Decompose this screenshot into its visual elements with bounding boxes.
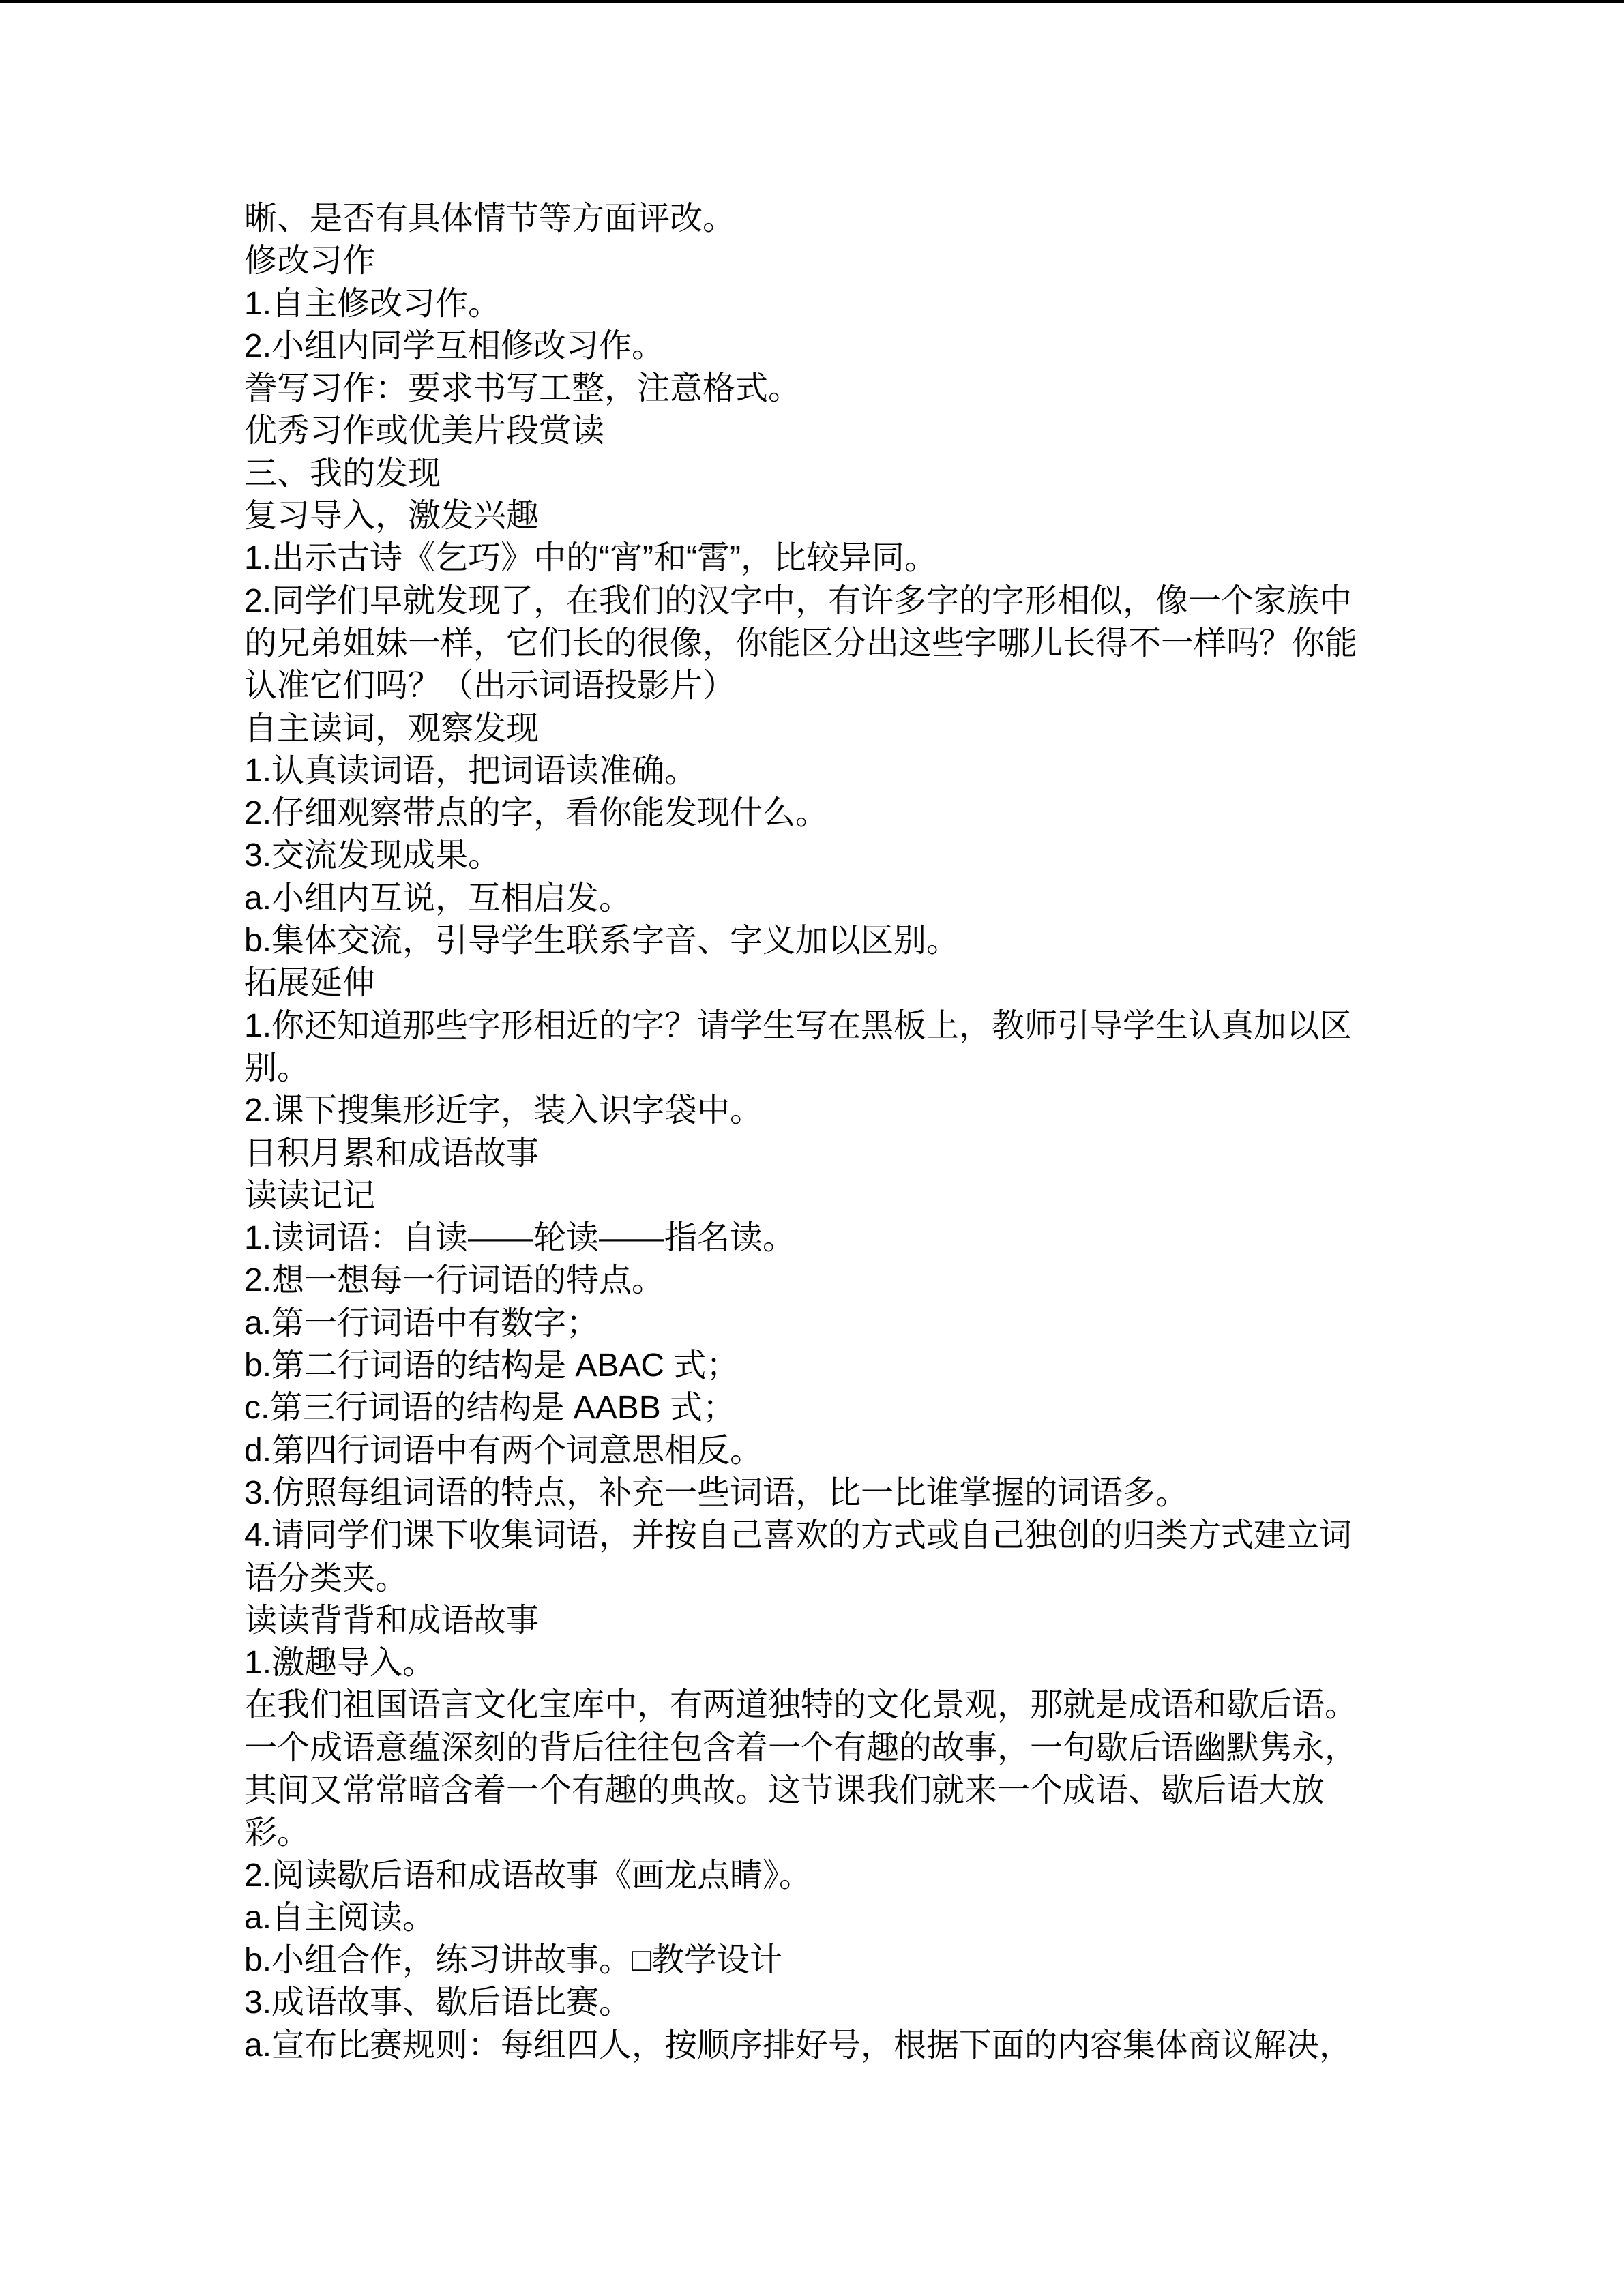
- text-line: 3.交流发现成果。: [244, 837, 501, 874]
- text-line: 2.课下搜集形近字，装入识字袋中。: [244, 1092, 763, 1129]
- text-line: 其间又常常暗含着一个有趣的典故。这节课我们就来一个成语、歇后语大放: [244, 1772, 1325, 1808]
- text-line: 1.你还知道那些字形相近的字？请学生写在黑板上，教师引导学生认真加以区: [244, 1007, 1353, 1044]
- text-line: 别。: [244, 1049, 310, 1086]
- text-line: 复习导入，激发兴趣: [244, 498, 540, 535]
- text-line: 2.同学们早就发现了，在我们的汉字中，有许多字的字形相似，像一个家族中: [244, 582, 1353, 619]
- text-line: b.集体交流，引导学生联系字音、字义加以区别。: [244, 923, 960, 959]
- text-line: 语分类夹。: [244, 1560, 409, 1596]
- text-line: 3.成语故事、歇后语比赛。: [244, 1984, 632, 2021]
- text-line: 2.阅读歇后语和成语故事《画龙点睛》。: [244, 1857, 812, 1894]
- text-line: d.第四行词语中有两个词意思相反。: [244, 1432, 763, 1469]
- text-line: 誊写习作：要求书写工整，注意格式。: [244, 370, 801, 407]
- text-line: 4.请同学们课下收集词语，并按自己喜欢的方式或自己独创的归类方式建立词: [244, 1517, 1353, 1554]
- text-line: 三、我的发现: [244, 455, 441, 492]
- top-border-bar: [0, 0, 1624, 3]
- text-line: 1.激趣导入。: [244, 1645, 436, 1682]
- text-line: 读读记记: [244, 1177, 376, 1214]
- text-line: a.自主阅读。: [244, 1899, 436, 1936]
- text-line: b.第二行词语的结构是 ABAC 式；: [244, 1347, 739, 1384]
- text-line: 2.小组内同学互相修改习作。: [244, 327, 665, 364]
- text-line: a.宣布比赛规则：每组四人，按顺序排好号，根据下面的内容集体商议解决，: [244, 2027, 1353, 2063]
- text-line: 认准它们吗？（出示词语投影片）: [244, 668, 736, 704]
- text-line: 一个成语意蕴深刻的背后往往包含着一个有趣的故事，一句歇后语幽默隽永，: [244, 1729, 1358, 1766]
- text-line: 拓展延伸: [244, 965, 376, 1002]
- text-line: 1.读词语：自读——轮读——指名读。: [244, 1220, 796, 1257]
- text-line: a.第一行词语中有数字；: [244, 1304, 600, 1341]
- text-line: 2.仔细观察带点的字，看你能发现什么。: [244, 795, 829, 832]
- text-line: 读读背背和成语故事: [244, 1602, 540, 1639]
- text-line: 3.仿照每组词语的特点，补充一些词语，比一比谁掌握的词语多。: [244, 1474, 1189, 1511]
- text-line: 的兄弟姐妹一样，它们长的很像，你能区分出这些字哪儿长得不一样吗？你能: [244, 625, 1358, 661]
- text-line: b.小组合作，练习讲故事。□教学设计: [244, 1942, 783, 1979]
- text-line: 彩。: [244, 1815, 310, 1851]
- text-line: 2.想一想每一行词语的特点。: [244, 1262, 665, 1299]
- text-line: 晰、是否有具体情节等方面评改。: [244, 200, 736, 237]
- text-line: 优秀习作或优美片段赏读: [244, 413, 605, 449]
- text-line: 自主读词，观察发现: [244, 710, 540, 747]
- text-line: 修改习作: [244, 243, 376, 280]
- text-line: 1.认真读词语，把词语读准确。: [244, 752, 698, 789]
- document-text-block: [244, 198, 1581, 2067]
- text-line: 在我们祖国语言文化宝库中，有两道独特的文化景观，那就是成语和歇后语。: [244, 1687, 1358, 1724]
- text-line: c.第三行词语的结构是 AABB 式；: [244, 1390, 736, 1427]
- text-line: a.小组内互说，互相启发。: [244, 880, 632, 916]
- text-line: 日积月累和成语故事: [244, 1135, 540, 1172]
- text-line: 1.出示古诗《乞巧》中的“宵”和“霄”，比较异同。: [244, 540, 937, 577]
- text-line: 1.自主修改习作。: [244, 285, 501, 322]
